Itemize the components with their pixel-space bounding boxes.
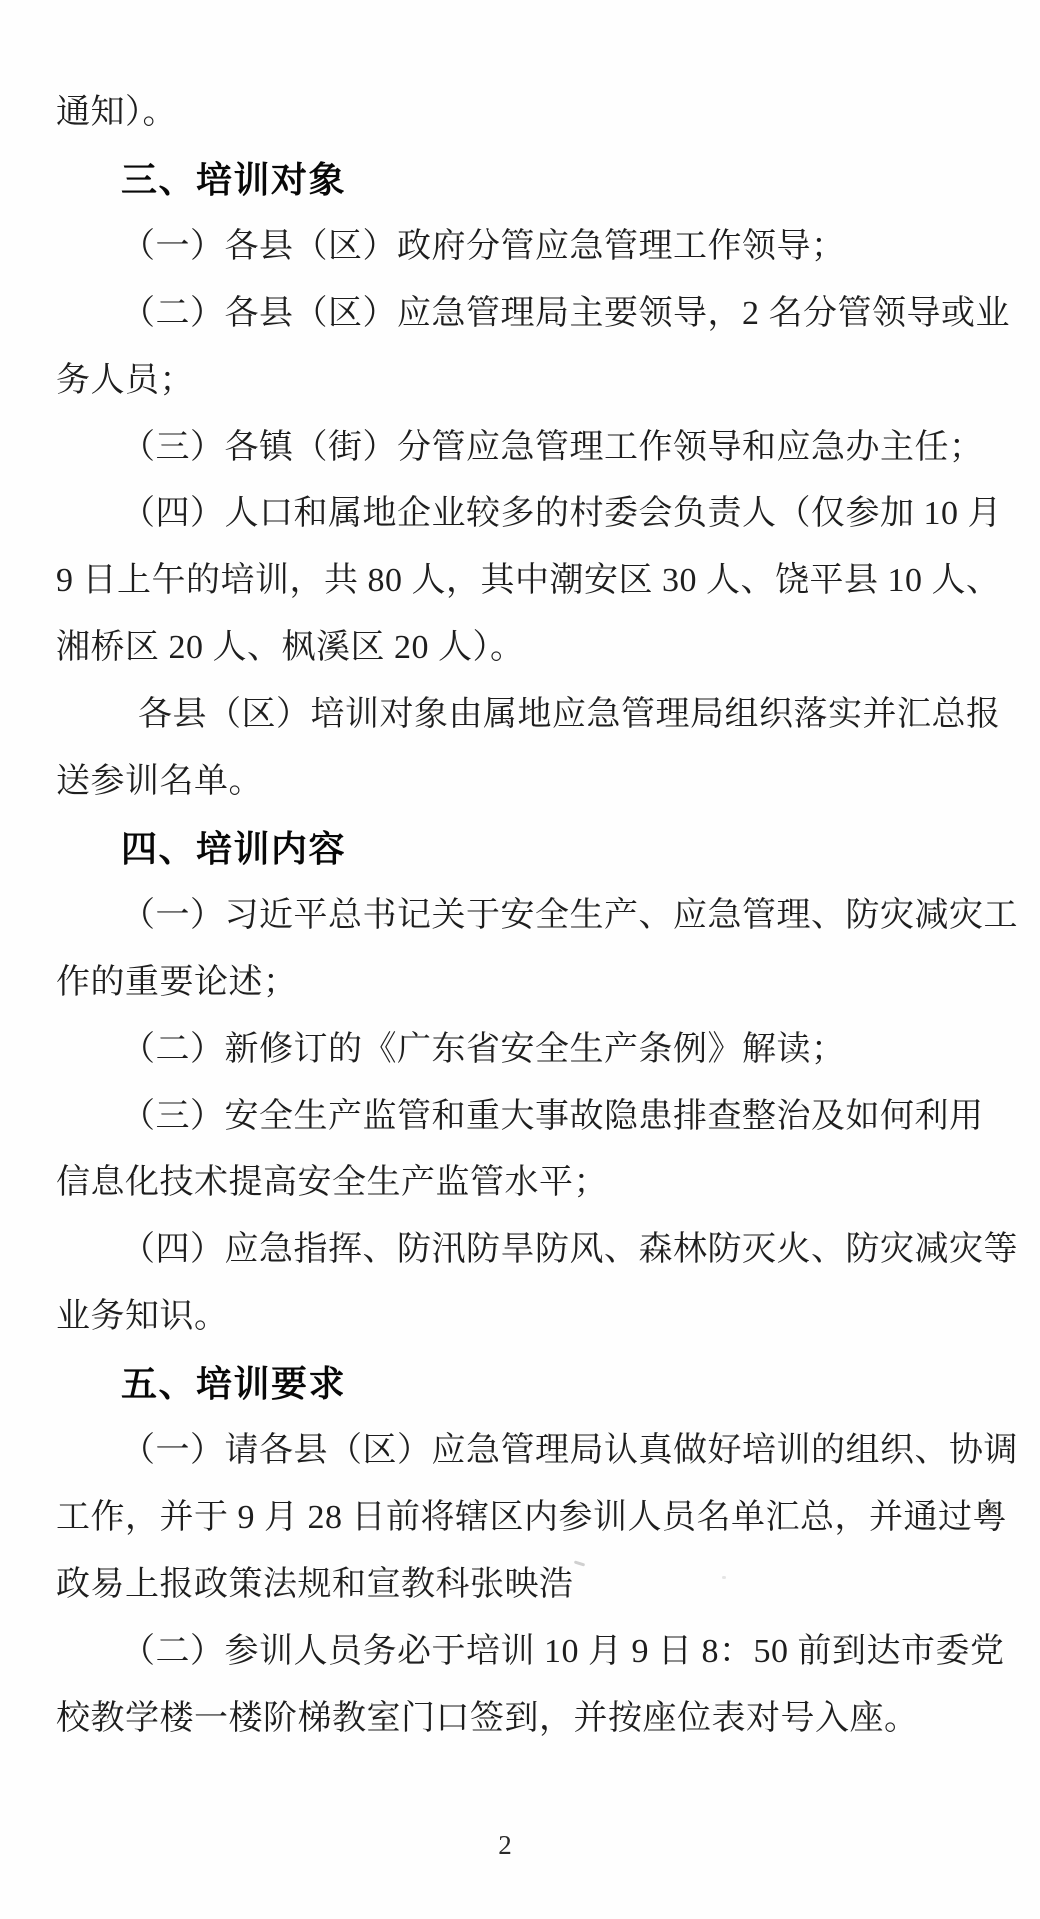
document-line: （三）安全生产监管和重大事故隐患排查整治及如何利用: [121, 1098, 984, 1135]
document-line: 政易上报政策法规和宣教科张映浩: [56, 1566, 574, 1603]
document-line: （二）参训人员务必于培训 10 月 9 日 8：50 前到达市委党: [121, 1633, 1005, 1670]
document-line: 各县（区）培训对象由属地应急管理局组织落实并汇总报: [138, 696, 1001, 733]
page-number: 2: [498, 1830, 512, 1860]
document-line: 务人员；: [56, 362, 194, 399]
scan-artifact: [722, 1576, 726, 1579]
document-line: （四）应急指挥、防汛防旱防风、森林防灭火、防灾减灾等: [121, 1231, 1018, 1268]
document-line: 通知）。: [56, 94, 177, 131]
document-line: 湘桥区 20 人、枫溪区 20 人）。: [56, 629, 525, 666]
document-line: 业务知识。: [56, 1298, 229, 1335]
document-line: （一）各县（区）政府分管应急管理工作领导；: [121, 228, 846, 265]
document-line: （一）习近平总书记关于安全生产、应急管理、防灾减灾工: [121, 897, 1018, 934]
scan-artifact: [574, 1560, 585, 1566]
document-line: 送参训名单。: [56, 763, 263, 800]
document-line: （一）请各县（区）应急管理局认真做好培训的组织、协调: [121, 1432, 1018, 1469]
section-heading: 四、培训内容: [121, 828, 347, 869]
document-line: 9 日上午的培训，共 80 人，其中潮安区 30 人、饶平县 10 人、: [56, 562, 1001, 599]
document-line: 校教学楼一楼阶梯教室门口签到，并按座位表对号入座。: [56, 1700, 919, 1737]
document-line: （四）人口和属地企业较多的村委会负责人（仅参加 10 月: [121, 495, 1002, 532]
document-line: 工作，并于 9 月 28 日前将辖区内参训人员名单汇总，并通过粤: [56, 1499, 1007, 1536]
section-heading: 五、培训要求: [121, 1363, 347, 1404]
section-heading: 三、培训对象: [121, 159, 347, 200]
document-line: （二）新修订的《广东省安全生产条例》解读；: [121, 1031, 846, 1068]
document-line: （三）各镇（街）分管应急管理工作领导和应急办主任；: [121, 429, 984, 466]
document-line: （二）各县（区）应急管理局主要领导，2 名分管领导或业: [121, 295, 1010, 332]
document-line: 作的重要论述；: [56, 964, 298, 1001]
document-line: 信息化技术提高安全生产监管水平；: [56, 1164, 608, 1201]
